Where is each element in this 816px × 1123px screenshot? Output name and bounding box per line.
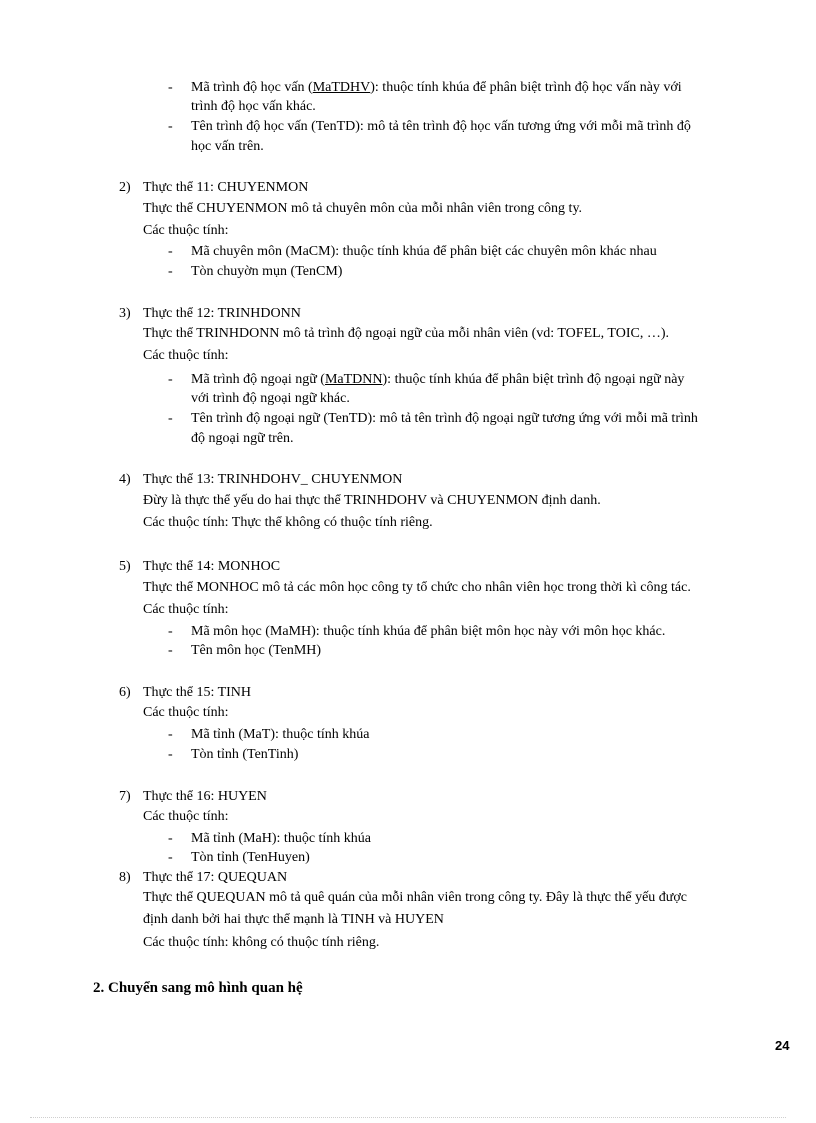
bullet-ma-chuyen-mon: Mã chuyên môn (MaCM): thuộc tính khúa để phân biệt các chuyên môn khác nhau [191, 244, 657, 259]
section-description: Thực thể TRINHDONN mô tả trình độ ngoại ngữ của mỗi nhân viên (vd: TOFEL, TOIC, …). [143, 326, 669, 341]
section-heading: 2. Chuyển sang mô hình quan hệ [93, 980, 303, 996]
section-title-quequan: Thực thể 17: QUEQUAN [143, 870, 288, 885]
attributes-line: Các thuộc tính: Thực thể không có thuộc tính riêng. [143, 515, 433, 530]
bullet-dash: - [168, 119, 173, 134]
bullet-dash: - [168, 831, 173, 846]
bullet-ma-trinh-do-ngoai-ngu: Mã trình độ ngoại ngữ (MaTDNN): thuộc tính khúa để phân biệt trình độ ngoại ngữ này [191, 372, 685, 387]
attributes-label: Các thuộc tính: [143, 809, 229, 824]
bullet-ten-chuyen-mon: Tòn chuyờn mụn (TenCM) [191, 264, 343, 279]
page-number: 24 [775, 1038, 790, 1053]
section-title-monhoc: Thực thể 14: MONHOC [143, 559, 281, 574]
section-title-chuyenmon: Thực thể 11: CHUYENMON [143, 180, 309, 195]
section-title-trinhdonn: Thực thể 12: TRINHDONN [143, 306, 301, 321]
bullet-ma-tinh: Mã tỉnh (MaT): thuộc tính khúa [191, 727, 370, 742]
section-title-huyen: Thực thể 16: HUYEN [143, 789, 267, 804]
section-number: 8) [119, 870, 131, 885]
bullet-continuation: học vấn trên. [191, 139, 264, 154]
bullet-ma-trinh-do-hoc-van: Mã trình độ học vấn (MaTDHV): thuộc tính khúa để phân biệt trình độ học vấn này với [191, 80, 682, 95]
attributes-label: Các thuộc tính: [143, 705, 229, 720]
bullet-ten-huyen: Tòn tỉnh (TenHuyen) [191, 850, 310, 865]
section-number: 6) [119, 685, 131, 700]
bullet-dash: - [168, 411, 173, 426]
attributes-line: Các thuộc tính: không có thuộc tính riêng. [143, 935, 380, 950]
bullet-continuation: trình độ học vấn khác. [191, 99, 316, 114]
section-description: định danh bởi hai thực thể mạnh là TINH và HUYEN [143, 912, 444, 927]
section-title-tinh: Thực thể 15: TINH [143, 685, 252, 700]
bullet-ma-huyen: Mã tỉnh (MaH): thuộc tính khúa [191, 831, 372, 846]
bullet-dash: - [168, 727, 173, 742]
section-description: Thực thể CHUYENMON mô tả chuyên môn của mỗi nhân viên trong công ty. [143, 201, 583, 216]
bullet-dash: - [168, 372, 173, 387]
bullet-dash: - [168, 80, 173, 95]
bullet-dash: - [168, 643, 173, 658]
bullet-ma-mon-hoc: Mã môn học (MaMH): thuộc tính khúa để phân biệt môn học này với môn học khác. [191, 624, 666, 639]
section-number: 7) [119, 789, 131, 804]
bullet-continuation: với trình độ ngoại ngữ khác. [191, 391, 350, 406]
page-footer-divider [30, 1117, 786, 1118]
attributes-label: Các thuộc tính: [143, 348, 229, 363]
section-number: 3) [119, 306, 131, 321]
section-number: 5) [119, 559, 131, 574]
bullet-ten-tinh: Tòn tỉnh (TenTinh) [191, 747, 299, 762]
attributes-label: Các thuộc tính: [143, 223, 229, 238]
section-number: 2) [119, 180, 131, 195]
bullet-ten-mon-hoc: Tên môn học (TenMH) [191, 643, 322, 658]
section-description: Thực thể MONHOC mô tả các môn học công ty tổ chức cho nhân viên học trong thời kì công tác. [143, 580, 691, 595]
section-description: Đừy là thực thể yếu do hai thực thể TRINHDOHV và CHUYENMON định danh. [143, 493, 601, 508]
bullet-dash: - [168, 747, 173, 762]
bullet-dash: - [168, 624, 173, 639]
attributes-label: Các thuộc tính: [143, 602, 229, 617]
bullet-ten-trinh-do-hoc-van: Tên trình độ học vấn (TenTD): mô tả tên trình độ học vấn tương ứng với mỗi mã trình độ [191, 119, 691, 134]
bullet-dash: - [168, 264, 173, 279]
bullet-ten-trinh-do-ngoai-ngu: Tên trình độ ngoại ngữ (TenTD): mô tả tên trình độ ngoại ngữ tương ứng với mỗi mã trình [191, 411, 698, 426]
bullet-dash: - [168, 244, 173, 259]
bullet-continuation: độ ngoại ngữ trên. [191, 431, 294, 446]
section-number: 4) [119, 472, 131, 487]
section-title-trinhdohv-chuyenmon: Thực thể 13: TRINHDOHV_ CHUYENMON [143, 472, 403, 487]
bullet-dash: - [168, 850, 173, 865]
section-description: Thực thể QUEQUAN mô tả quê quán của mỗi nhân viên trong công ty. Đây là thực thể yếu được [143, 890, 688, 905]
